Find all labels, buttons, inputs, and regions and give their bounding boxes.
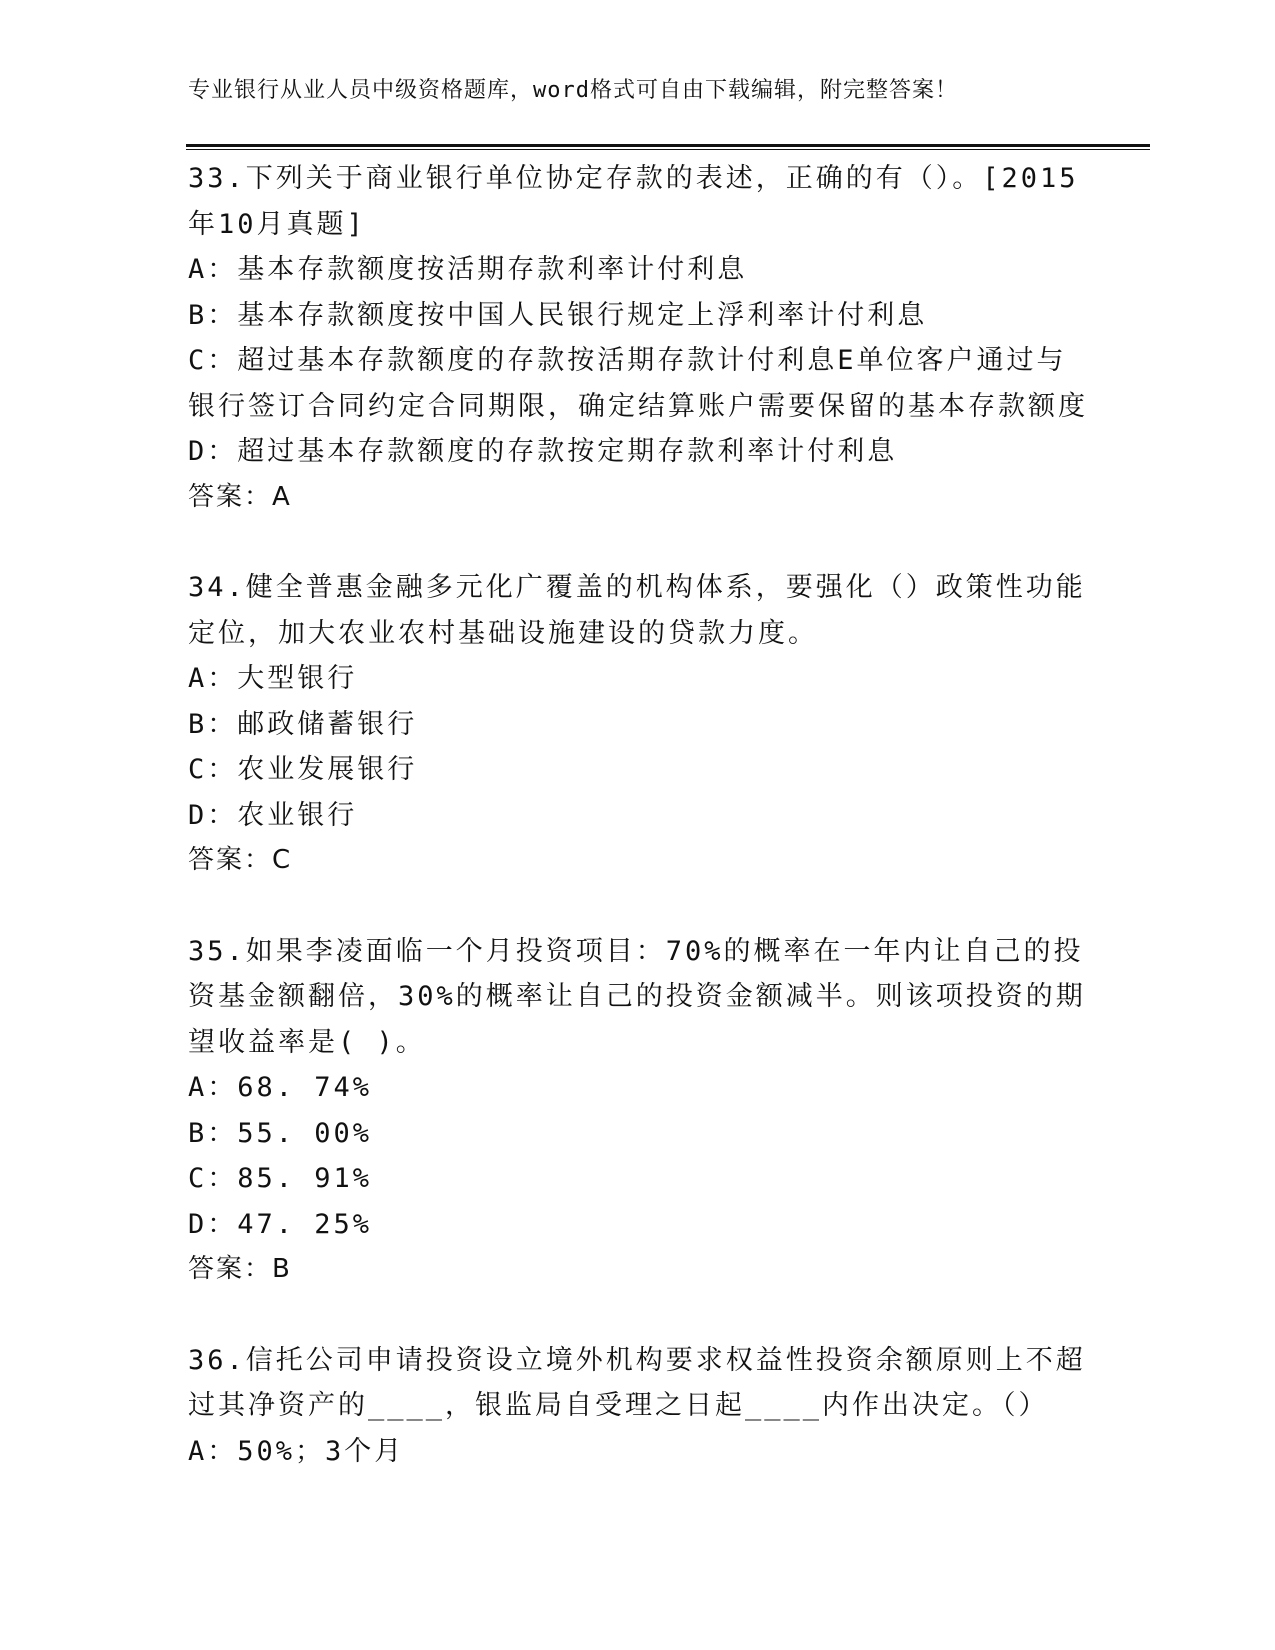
question-36	[188, 1338, 1088, 1475]
option-a: A：68. 74%	[188, 1072, 373, 1103]
question-text: 35.如果李凌面临一个月投资项目：70%的概率在一年内让自己的投资基金额翻倍，30%的概率让自己的投资金额减半。则该项投资的期望收益率是( )。	[188, 935, 1086, 1058]
option-a: A：50%；3个月	[188, 1435, 405, 1467]
option-b: B：55. 00%	[188, 1117, 373, 1149]
page-header: 专业银行从业人员中级资格题库，word格式可自由下载编辑，附完整答案！	[188, 78, 958, 103]
question-33	[188, 156, 1088, 520]
question-35	[188, 929, 1088, 1293]
option-c: C：85. 91%	[188, 1163, 373, 1194]
option-d: D：农业银行	[188, 799, 358, 831]
option-d: D：47. 25%	[188, 1208, 373, 1240]
header-rule-thick	[186, 144, 1150, 147]
option-b: B：邮政储蓄银行	[188, 708, 418, 740]
question-list	[188, 156, 1088, 1519]
option-c: C：超过基本存款额度的存款按活期存款计付利息E单位客户通过与银行签订合同约定合同期限，确定结算账户需要保留的基本存款额度	[188, 345, 1088, 422]
question-text: 33.下列关于商业银行单位协定存款的表述，正确的有（）。[2015年10月真题]	[188, 163, 1079, 240]
header-rule-thin	[186, 149, 1150, 150]
option-d: D：超过基本存款额度的存款按定期存款利率计付利息	[188, 436, 898, 467]
answer: 答案：A	[188, 481, 292, 512]
question-text: 36.信托公司申请投资设立境外机构要求权益性投资余额原则上不超过其净资产的____，银监局自受理之日起____内作出决定。（）	[188, 1344, 1086, 1421]
answer: 答案：B	[188, 1254, 292, 1284]
answer: 答案：C	[188, 845, 293, 875]
option-a: A：基本存款额度按活期存款利率计付利息	[188, 254, 748, 285]
option-c: C：农业发展银行	[188, 754, 418, 785]
option-b: B：基本存款额度按中国人民银行规定上浮利率计付利息	[188, 299, 928, 331]
question-34	[188, 565, 1088, 884]
option-a: A：大型银行	[188, 663, 358, 694]
question-text: 34.健全普惠金融多元化广覆盖的机构体系，要强化（）政策性功能定位，加大农业农村基础设施建设的贷款力度。	[188, 572, 1086, 649]
